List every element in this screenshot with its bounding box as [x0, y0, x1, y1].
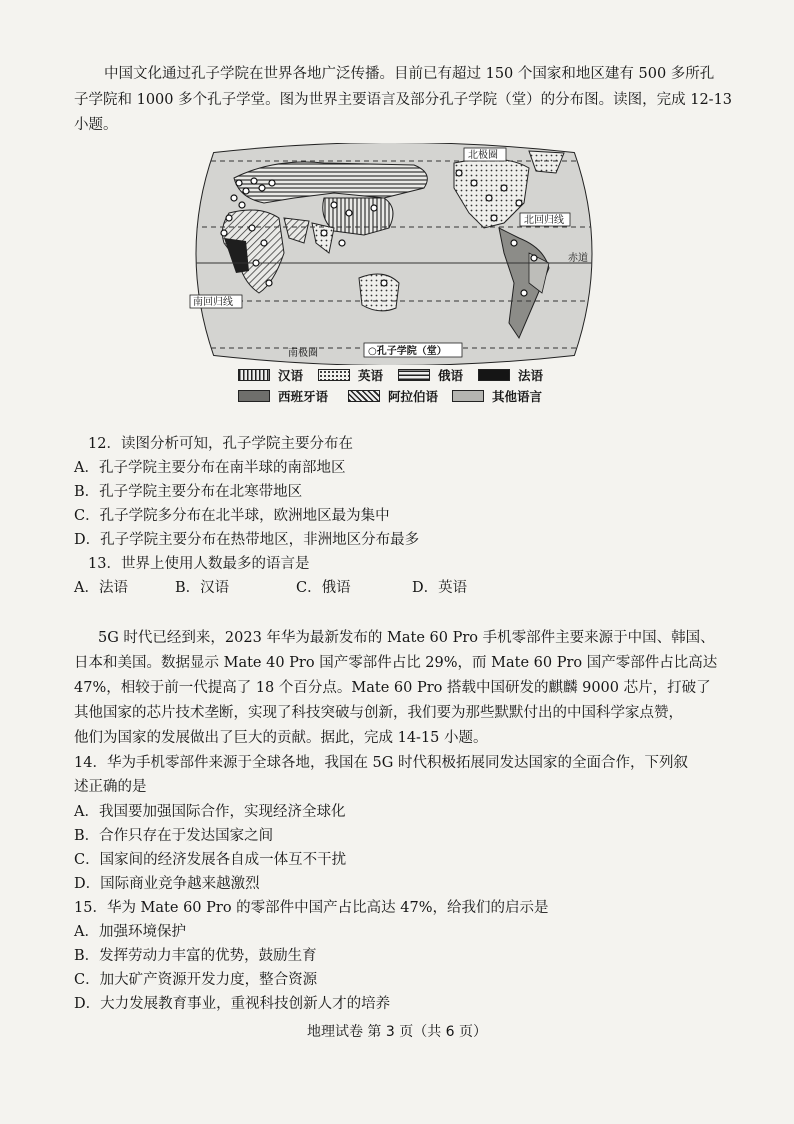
legend-item-other	[452, 387, 542, 405]
legend-item-chinese	[238, 366, 303, 384]
q13-option-a: A．法语	[74, 580, 128, 596]
label-antarctic: 南极圈	[288, 348, 318, 359]
q13-option-b: B．汉语	[175, 580, 230, 596]
legend-label-chinese: 汉语	[278, 368, 304, 383]
swatch-russian	[398, 369, 430, 381]
intro-line-1: 中国文化通过孔子学院在世界各地广泛传播。目前已有超过 150 个国家和地区建有 500 多所孔	[104, 66, 715, 82]
q15-option-c: C．加大矿产资源开发力度，整合资源	[74, 972, 318, 988]
label-tropic-south: 南回归线	[193, 297, 233, 308]
q15-stem: 15．华为 Mate 60 Pro 的零部件中国产占比高达 47%，给我们的启示是	[74, 900, 549, 916]
legend-item-russian	[398, 366, 463, 384]
label-tropic-north: 北回归线	[524, 215, 564, 226]
q14-stem-1: 14．华为手机零部件来源于全球各地，我国在 5G 时代积极拓展同发达国家的全面合作，下列叙	[74, 755, 688, 771]
q15-option-b: B．发挥劳动力丰富的优势，鼓励生育	[74, 948, 317, 964]
q12-option-d: D．孔子学院主要分布在热带地区，非洲地区分布最多	[74, 532, 420, 548]
swatch-spanish	[238, 390, 270, 402]
q14-option-c: C．国家间的经济发展各自成一体互不干扰	[74, 852, 347, 868]
intro2-line-1: 5G 时代已经到来，2023 年华为最新发布的 Mate 60 Pro 手机零部件主要来源于中国、韩国、	[98, 630, 715, 646]
swatch-chinese	[238, 369, 270, 381]
legend-label-other: 其他语言	[492, 389, 543, 404]
map-figure	[184, 143, 604, 365]
label-institute: ○孔子学院（堂）	[368, 346, 447, 357]
swatch-french	[478, 369, 510, 381]
legend-item-english	[318, 366, 383, 384]
intro2-line-4: 其他国家的芯片技术垄断，实现了科技突破与创新，我们要为那些默默付出的中国科学家点赞，	[74, 705, 683, 721]
swatch-other	[452, 390, 484, 402]
q15-option-d: D．大力发展教育事业，重视科技创新人才的培养	[74, 996, 391, 1012]
q13-stem: 13．世界上使用人数最多的语言是	[88, 556, 310, 572]
swatch-english	[318, 369, 350, 381]
q14-stem-2: 述正确的是	[74, 779, 147, 795]
intro-line-2: 子学院和 1000 多个孔子学堂。图为世界主要语言及部分孔子学院（堂）的分布图。读图，完成 12-13	[74, 92, 733, 108]
legend-label-russian: 俄语	[438, 368, 464, 383]
q15-option-a: A．加强环境保护	[74, 924, 186, 940]
q14-option-b: B．合作只存在于发达国家之间	[74, 828, 274, 844]
q13-option-d: D．英语	[412, 580, 468, 596]
q14-option-a: A．我国要加强国际合作，实现经济全球化	[74, 804, 346, 820]
legend-item-french	[478, 366, 543, 384]
q12-stem: 12．读图分析可知，孔子学院主要分布在	[88, 436, 353, 452]
q12-option-c: C．孔子学院多分布在北半球，欧洲地区最为集中	[74, 508, 390, 524]
world-language-map	[184, 143, 604, 365]
label-arctic: 北极圈	[468, 150, 498, 161]
page-footer: 地理试卷 第 3 页（共 6 页）	[306, 1024, 488, 1040]
map-legend	[238, 366, 548, 406]
label-equator: 赤道	[568, 253, 588, 264]
intro-line-3: 小题。	[74, 117, 118, 133]
intro2-line-5: 他们为国家的发展做出了巨大的贡献。据此，完成 14-15 小题。	[74, 730, 488, 746]
legend-label-english: 英语	[358, 368, 384, 383]
q12-option-b: B．孔子学院主要分布在北寒带地区	[74, 484, 303, 500]
swatch-arabic	[348, 390, 380, 402]
intro2-line-3: 47%，相较于前一代提高了 18 个百分点。Mate 60 Pro 搭载中国研发的麒麟 9000 芯片，打破了	[74, 680, 711, 696]
legend-label-arabic: 阿拉伯语	[388, 389, 439, 404]
intro2-line-2: 日本和美国。数据显示 Mate 40 Pro 国产零部件占比 29%，而 Mate 60 Pro 国产零部件占比高达	[74, 655, 718, 671]
q13-option-c: C．俄语	[296, 580, 351, 596]
q12-option-a: A．孔子学院主要分布在南半球的南部地区	[74, 460, 346, 476]
q14-option-d: D．国际商业竞争越来越激烈	[74, 876, 260, 892]
legend-label-french: 法语	[518, 368, 544, 383]
legend-label-spanish: 西班牙语	[278, 389, 329, 404]
legend-item-spanish	[238, 387, 328, 405]
legend-item-arabic	[348, 387, 438, 405]
